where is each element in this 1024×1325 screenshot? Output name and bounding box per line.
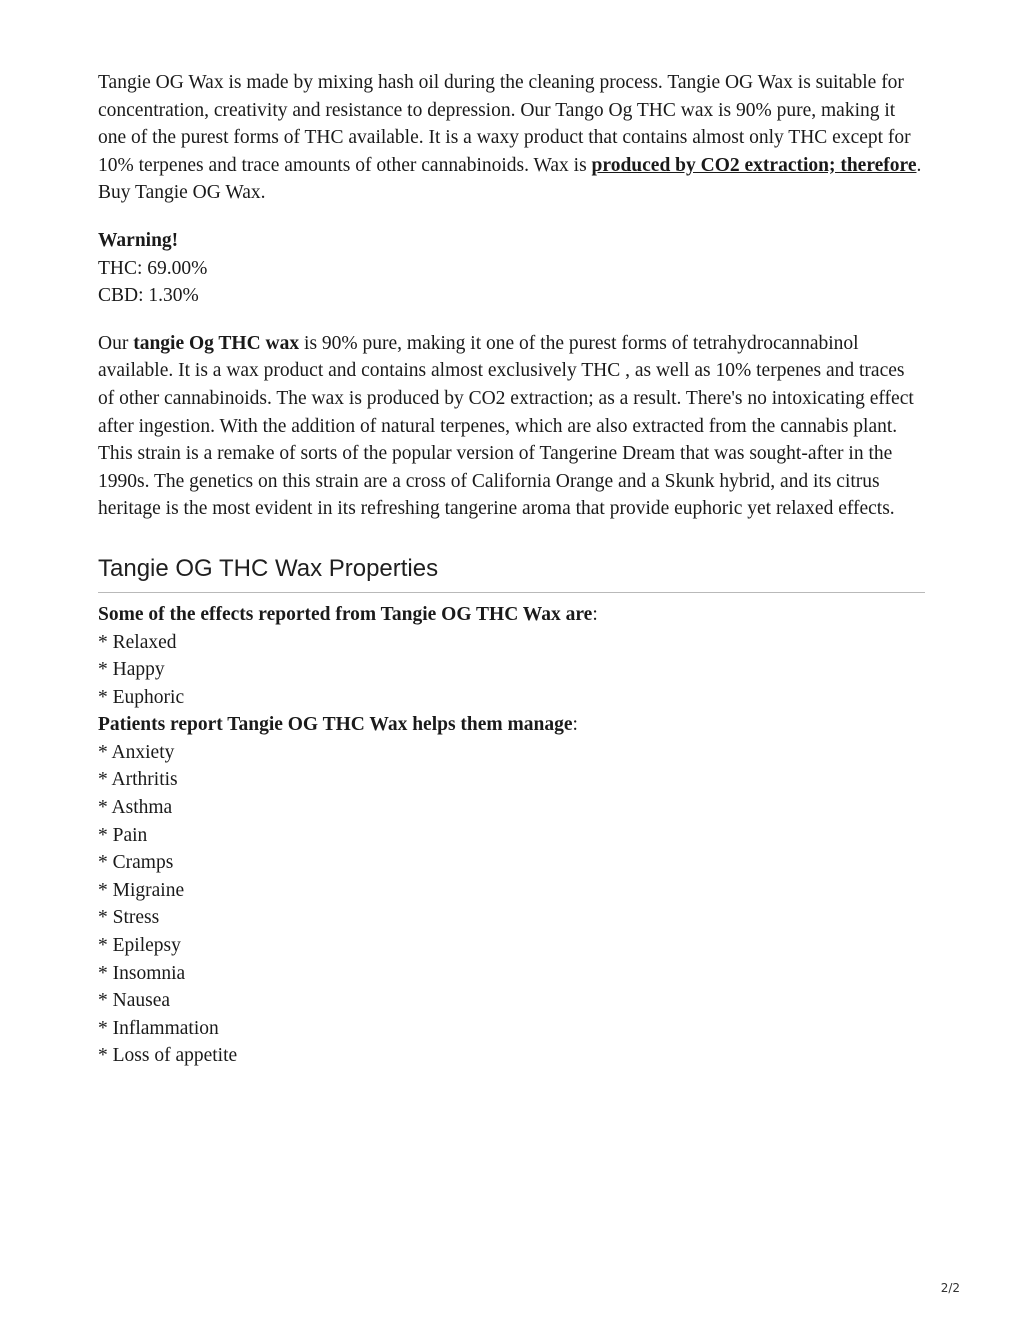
list-item: * Insomnia: [98, 962, 186, 984]
intro-paragraph: [98, 69, 925, 207]
list-item: * Loss of appetite: [98, 1045, 238, 1067]
list-item: * Epilepsy: [98, 935, 181, 957]
description-bold-product: tangie Og THC wax: [133, 332, 300, 354]
list-item: * Relaxed: [98, 631, 177, 653]
description-text: is 90% pure, making it one of the purest forms of tetrahydrocannabinol available. It is a wax product and contains almost exclusively THC , as well as 10% terpenes and traces of other cannabinoids. The wax is produced by CO2 extraction; as a result. There's no intoxicating effect after ingestion. With the addition of natural terpenes, which are also extracted from the cannabis plant. This strain is a remake of sorts of the popular version of Tangerine Dream that was sought-after in the 1990s. The genetics on this strain are a cross of California Orange and a Skunk hybrid, and its citrus heritage is the most evident in its refreshing tangerine aroma that provide euphoric yet relaxed effects.: [98, 332, 914, 520]
intro-text-after-link: . Buy Tangie OG Wax.: [98, 154, 922, 204]
co2-extraction-link[interactable]: produced by CO2 extraction; therefore: [591, 154, 917, 176]
list-item: * Anxiety: [98, 741, 175, 763]
cbd-value: CBD: 1.30%: [98, 285, 199, 307]
properties-heading: Tangie OG THC Wax Properties: [98, 553, 925, 593]
list-item: * Nausea: [98, 990, 171, 1012]
list-item: * Inflammation: [98, 1017, 219, 1039]
description-prefix: Our: [98, 332, 134, 354]
warning-block: [98, 227, 925, 310]
conditions-label-line: [98, 711, 925, 739]
conditions-colon: :: [572, 714, 578, 736]
list-item: * Pain: [98, 824, 148, 846]
description-paragraph: [98, 330, 925, 523]
document-body: [98, 69, 925, 1070]
list-item: * Asthma: [98, 797, 173, 819]
conditions-label: Patients report Tangie OG THC Wax helps them manage: [98, 714, 573, 736]
list-item: * Euphoric: [98, 686, 185, 708]
thc-value: THC: 69.00%: [98, 257, 208, 279]
effects-colon: :: [592, 603, 598, 625]
intro-text-before-link: Tangie OG Wax is made by mixing hash oil during the cleaning process. Tangie OG Wax is suitable for concentration, creativity and resistance to depression. Our Tango Og THC wax is 90% pure, making it one of the purest forms of THC available. It is a waxy product that contains almost only THC except for 10% terpenes and trace amounts of other cannabinoids. Wax is: [98, 72, 911, 176]
warning-title: Warning!: [98, 229, 179, 251]
list-item: * Happy: [98, 659, 165, 681]
page-number: 2/2: [940, 1281, 960, 1295]
list-item: * Stress: [98, 907, 160, 929]
list-item: * Migraine: [98, 879, 185, 901]
properties-section: [98, 601, 925, 1070]
list-item: * Arthritis: [98, 769, 178, 791]
list-item: * Cramps: [98, 852, 174, 874]
effects-label: Some of the effects reported from Tangie OG THC Wax are: [98, 603, 593, 625]
effects-label-line: [98, 601, 925, 629]
